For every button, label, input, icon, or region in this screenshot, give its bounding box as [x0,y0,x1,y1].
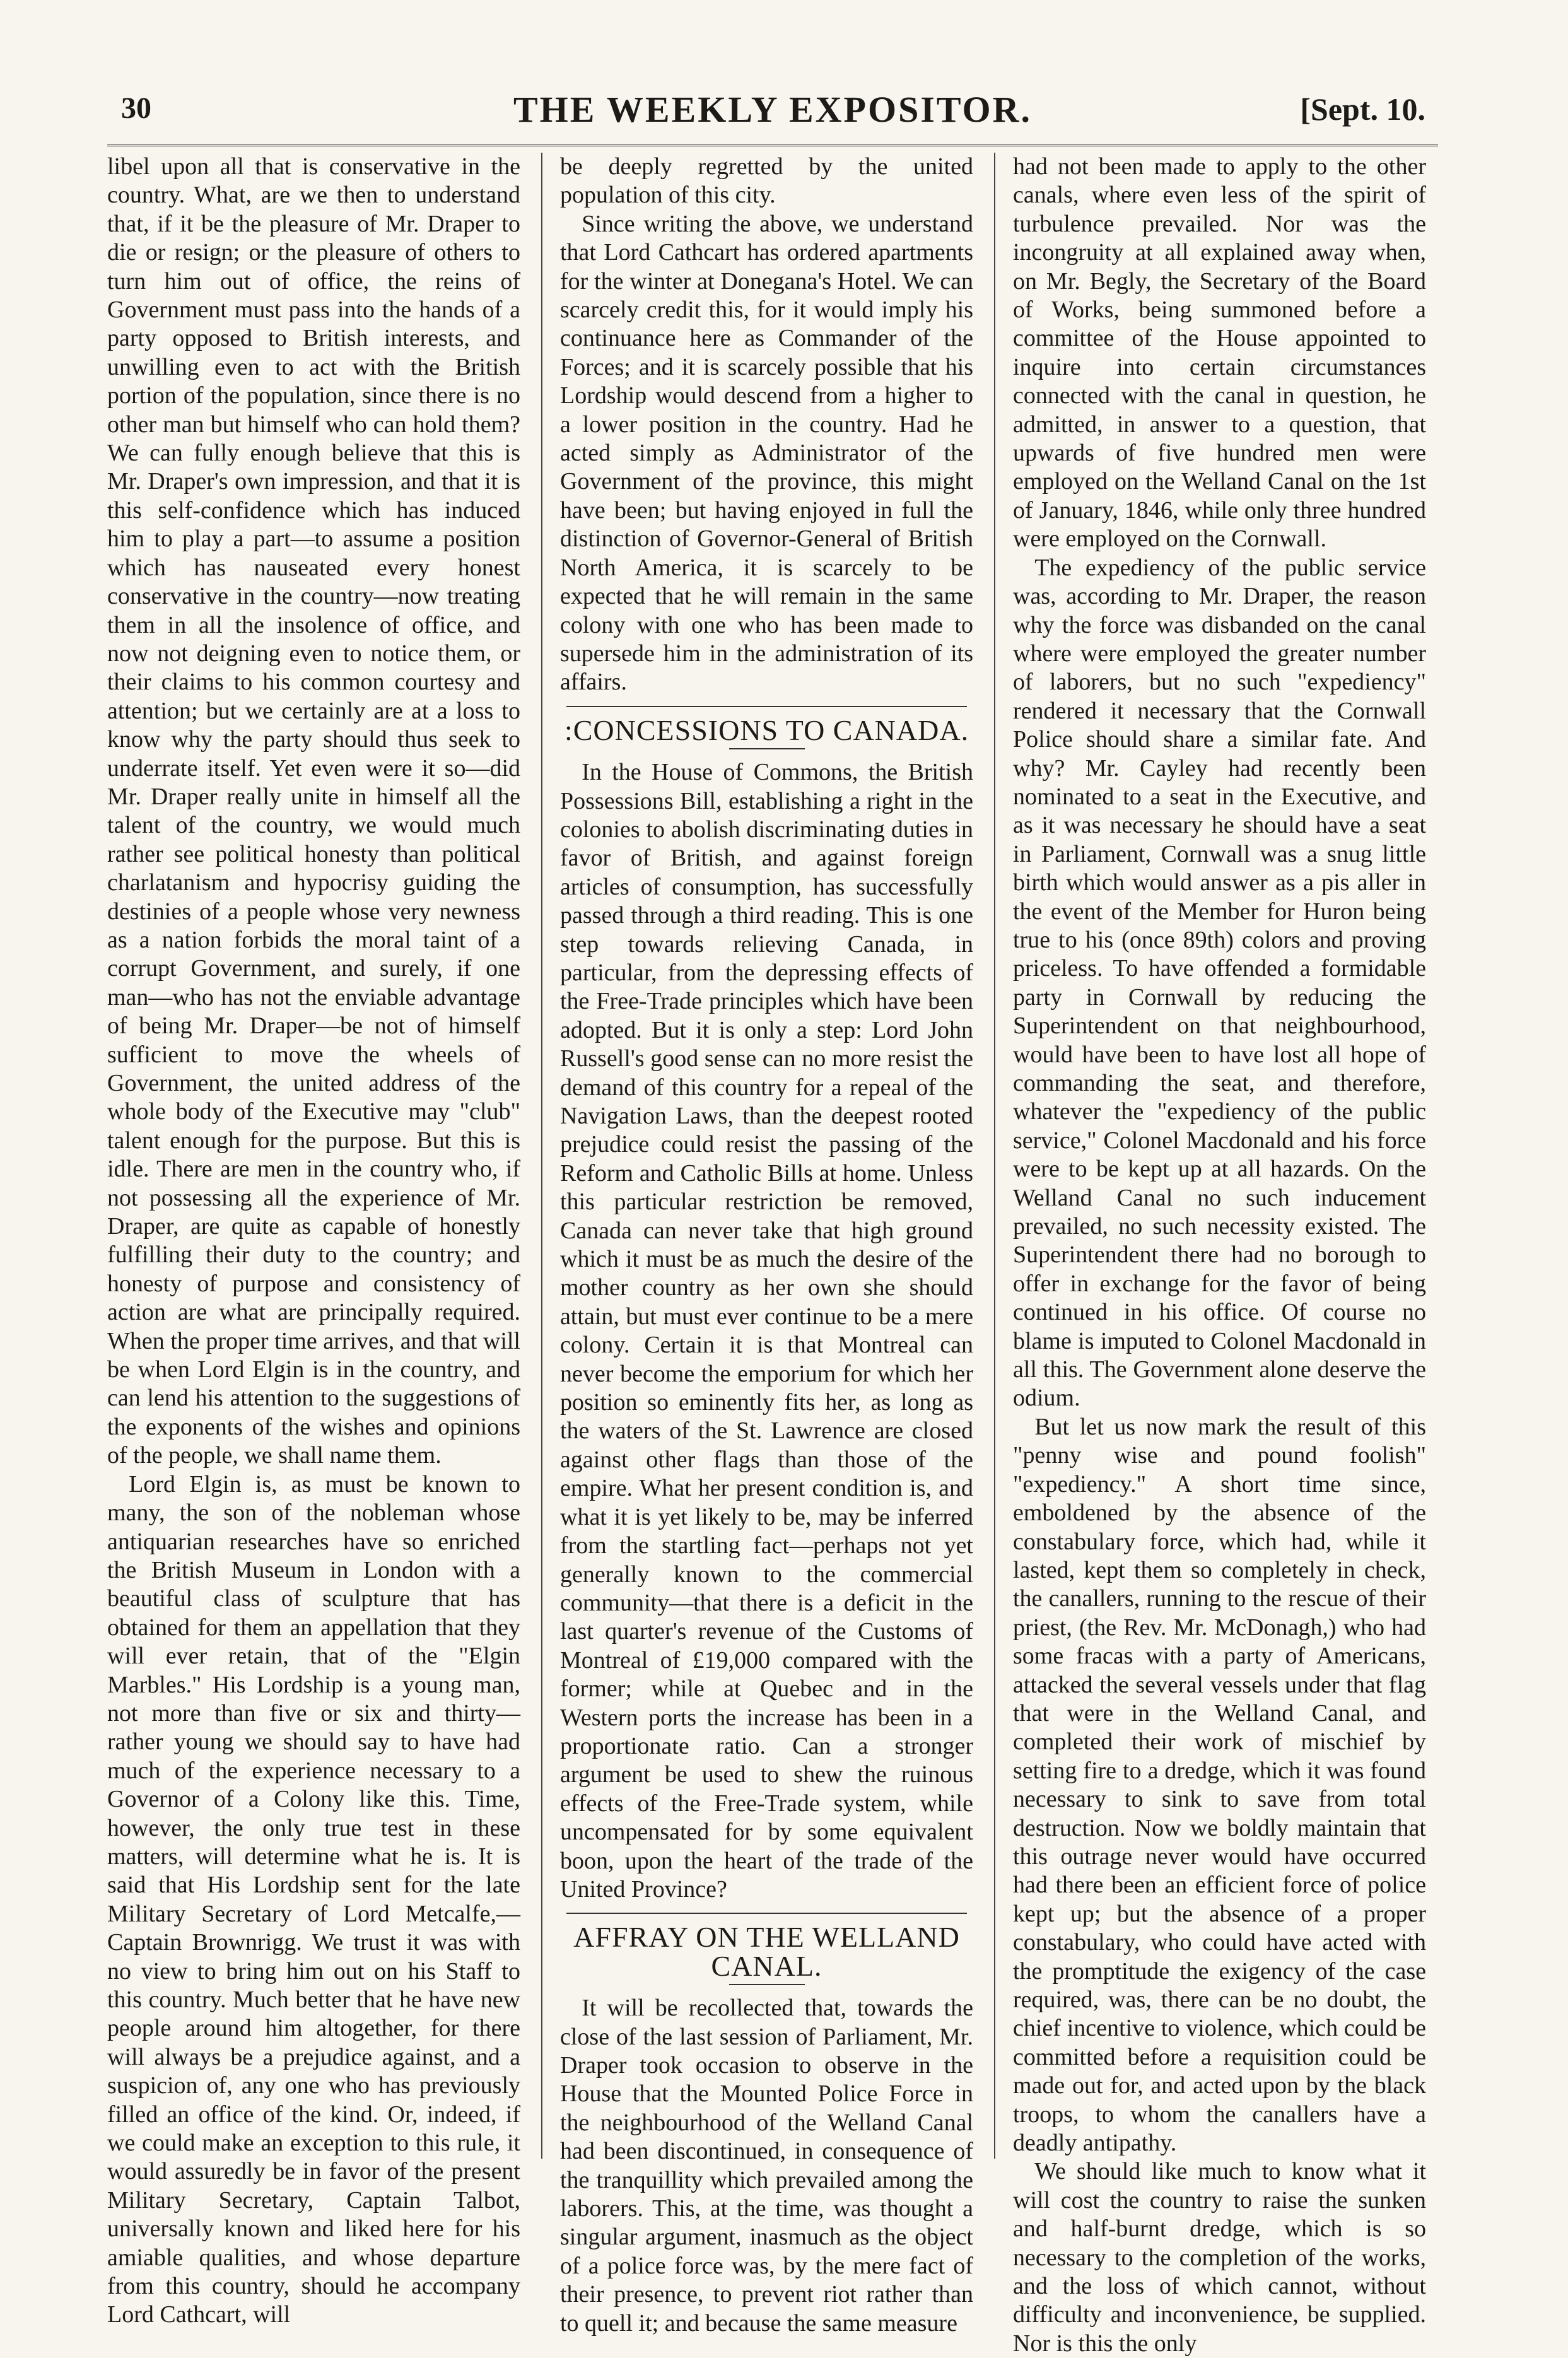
headline-affray: AFFRAY ON THE WELLAND CANAL. [573,1921,960,1982]
column-1 [107,153,520,2328]
paragraph: In the House of Commons, the British Possessions Bill, establishing a right in the colonies to abolish discriminating duties in favor of British, and against foreign articles of consumption, has successfully passed through a third reading. This is one step towards relieving Canada, in particular, from the depressing effects of the Free-Trade principles which have been adopted. But it is only a step: Lord John Russell's good sense can no more resist the demand of this country for a repeal of the Navigation Laws, than the deepest rooted prejudice could resist the passing of the Reform and Catholic Bills at home. Unless this particular restriction be removed, Canada can never take that high ground which it must be as much the desire of the mother country as her own she should attain, but must ever continue to be a mere colony. Certain it is that Montreal can never become the emporium for which her position so eminently fits her, as long as the waters of the St. Lawrence are closed against other flags than those of the empire. What her present condition is, and what it is yet likely to be, may be inferred from the startling fact—perhaps not yet generally known to the commercial community—that there is a deficit in the last quarter's revenue of the Customs of Montreal of £19,000 compared with the former; while at Quebec and in the Western ports the increase has been in a proportionate ratio. Can a stronger argument be used to shew the ruinous effects of the Free-Trade system, while uncompensated for by some equivalent boon, upon the heart of the trade of the United Province? [560,759,973,1903]
headline-concessions: :CONCESSIONS TO CANADA. [564,713,969,746]
newspaper-page [107,88,1438,2357]
header-rule [107,144,1438,146]
columns [107,153,1438,2357]
headline-underline [729,748,805,749]
paragraph: be deeply regretted by the united population of this city. [560,153,973,209]
masthead-title: THE WEEKLY EXPOSITOR. [513,89,1033,130]
column-divider [994,153,995,2159]
headline-underline [729,1984,805,1985]
column-divider [541,153,542,2159]
paragraph: We should like much to know what it will cost the country to raise the sunken and half-burnt dredge, which is so necessary to the completion of the works, and the loss of which cannot, without difficulty and inconvenience, be supplied. Nor is this the only [1013,2158,1426,2357]
paragraph: Since writing the above, we understand that Lord Cathcart has ordered apartments for the winter at Donegana's Hotel. We can scarcely credit this, for it would imply his continuance here as Commander of the Forces; and it is scarcely possible that his Lordship would descend from a higher to a lower position in the country. Had he acted simply as Administrator of the Government of the province, this might have been; but having enjoyed in full the distinction of Governor-General of British North America, it is scarcely to be expected that he will remain in the same colony with one who has been made to supersede him in the administration of its affairs. [560,210,973,696]
section-rule [566,1913,967,1914]
paragraph: It will be recollected that, towards the close of the last session of Parliament, Mr. Draper took occasion to observe in the House that the Mounted Police Force in the neighbourhood of the Welland Canal had been discontinued, in consequence of the tranquillity which prevailed among the laborers. This, at the time, was thought a singular argument, inasmuch as the object of a police force was, by the mere fact of their presence, to prevent riot rather than to quell it; and because the same measure [560,1995,973,2337]
paragraph: libel upon all that is conservative in the country. What, are we then to understand that, if it be the pleasure of Mr. Draper to die or resign; or the pleasure of others to turn him out of office, the reins of Government must pass into the hands of a party opposed to British interests, and unwilling even to act with the British portion of the population, since there is no other man but himself who can hold them? We can fully enough believe that this is Mr. Draper's own impression, and that it is this self-confidence which has induced him to play a part—to assume a position which has nauseated every honest conservative in the country—now treating them in all the insolence of office, and now not deigning even to notice them, or their claims to his common courtesy and attention; but we certainly are at a loss to know why the party should thus seek to underrate itself. Yet even were it so—did Mr. Draper really unite in himself all the talent of the country, we would much rather see political honesty than political charlatanism and hypocrisy guiding the destinies of a people whose very newness as a nation forbids the moral taint of a corrupt Government, and surely, if one man—who has not the enviable advantage of being Mr. Draper—be not of himself sufficient to move the wheels of Government, the united address of the whole body of the Executive may "club" talent enough for the purpose. But this is idle. There are men in the country who, if not possessing all the experience of Mr. Draper, are quite as capable of honestly fulfilling their duty to the country; and honesty of purpose and consistency of action are what are principally required. When the proper time arrives, and that will be when Lord Elgin is in the country, and can lend his attention to the suggestions of the exponents of the wishes and opinions of the people, we shall name them. [107,153,520,1469]
section-rule [566,706,967,707]
column-2 [560,153,973,2337]
column-3 [1013,153,1426,2357]
paragraph: The expediency of the public service was, according to Mr. Draper, the reason why the force was disbanded on the canal where were employed the greater number of laborers, but no such "expediency" rendered it necessary that the Cornwall Police should share a similar fate. And why? Mr. Cayley had recently been nominated to a seat in the Executive, and as it was necessary he should have a seat in Parliament, Cornwall was a snug little birth which would answer as a pis aller in the event of the Member for Huron being true to his (once 89th) colors and proving priceless. To have offended a formidable party in Cornwall by reducing the Superintendent on that neighbourhood, would have been to have lost all hope of commanding the seat, and therefore, whatever the "expediency of the public service," Colonel Macdonald and his force were to be kept up at all hazards. On the Welland Canal no such inducement prevailed, no such necessity existed. The Superintendent there had no borough to offer in exchange for the favor of being continued in his office. Of course no blame is imputed to Colonel Macdonald in all this. The Government alone deserve the odium. [1013,554,1426,1412]
paragraph: had not been made to apply to the other canals, where even less of the spirit of turbulence prevailed. Nor was the incongruity at all explained away when, on Mr. Begly, the Secretary of the Board of Works, being summoned before a committee of the House appointed to inquire into certain circumstances connected with the canal in question, he admitted, in answer to a question, that upwards of five hundred men were employed on the Welland Canal on the 1st of January, 1846, while only three hundred were employed on the Cornwall. [1013,153,1426,553]
page-header [107,88,1438,139]
page-number: 30 [121,91,151,125]
paragraph: Lord Elgin is, as must be known to many, the son of the nobleman whose antiquarian researches have so enriched the British Museum in London with a beautiful class of sculpture that has obtained for them an appellation that they will ever retain, that of the "Elgin Marbles." His Lordship is a young man, not more than five or six and thirty—rather young we should say to have had much of the experience necessary to a Governor of a Colony like this. Time, however, the only true test in these matters, will determine what he is. It is said that His Lordship sent for the late Military Secretary of Lord Metcalfe,—Captain Brownrigg. We trust it was with no view to bring him out on his Staff to this country. Much better that he have new people around him altogether, for there will always be a prejudice against, and a suspicion of, any one who has previously filled an office of the kind. Or, indeed, if we could make an exception to this rule, it would assuredly be in favor of the present Military Secretary, Captain Talbot, universally known and liked here for his amiable qualities, and whose departure from this country, should he accompany Lord Cathcart, will [107,1470,520,2328]
paragraph: But let us now mark the result of this "penny wise and pound foolish" "expediency." A short time since, emboldened by the absence of the constabulary force, which had, while it lasted, kept them so completely in check, the canallers, running to the rescue of their priest, (the Rev. Mr. McDonagh,) who had some fracas with a party of Americans, attacked the several vessels under that flag that were in the Welland Canal, and completed their work of mischief by setting fire to a dredge, which it was found necessary to sink to save from total destruction. Now we boldly maintain that this outrage never would have occurred had there been an efficient force of police kept up; but the absence of a proper constabulary, who could have acted with the promptitude the exigency of the case required, was, there can be no doubt, the chief incentive to violence, which could be committed before a requisition could be made out for, and acted upon by the black troops, to whom the canallers have a deadly antipathy. [1013,1413,1426,2157]
issue-date: [Sept. 10. [1300,91,1425,127]
